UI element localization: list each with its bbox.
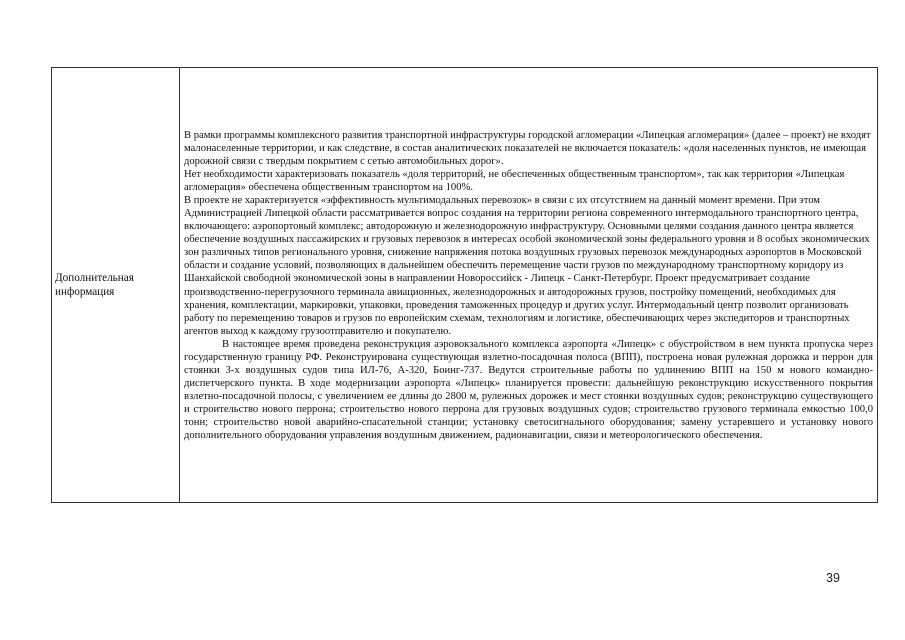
- info-table: [51, 67, 878, 503]
- row-content: [180, 68, 878, 503]
- paragraph-public-transport: Нет необходимости характеризовать показатель «доля территорий, не обеспеченных общественным транспортом», так как территория «Липецкая агломерация» обеспечена общественным транспортом на 100%.: [184, 169, 845, 194]
- paragraph-agglomeration-scope: В рамки программы комплексного развития транспортной инфраструктуры городской агломерации «Липецкая агломерация» (далее – проект) не входят малонаселенные территории, и как следствие, в состав аналитических показателей не включается показатель: «доля населенных пунктов, не имеющая дорожной связи с твердым покрытием с сетью автомобильных дорог».: [184, 129, 871, 168]
- table-row: [52, 68, 878, 503]
- paragraph-airport-reconstruction: В настоящее время проведена реконструкция аэровокзального комплекса аэропорта «Липецк» с обустройством в нем пункта пропуска через государственную границу РФ. Реконструирована существующая взлетно-посадочная полоса (ВПП), построена новая рулежная дорожка и перрон для стоянки 3-х воздушных судов типа ИЛ-76, А-320, Боинг-737. Ведутся строительные работы по удлинению ВПП на 150 м нового командно-диспетчерского пункта. В ходе модернизации аэропорта «Липецк» планируется провести: дальнейшую реконструкцию искусственного покрытия взлетно-посадочной полосы, с увеличением ее длины до 2800 м, рулежных дорожек и мест стоянки воздушных судов; реконструкцию существующего и строительство нового перрона; строительство нового перрона для грузовых воздушных судов; строительство грузового терминала емкостью 100,0 тонн; строительство новой аварийно-спасательной станции; установку светосигнального оборудования; замену устаревшего и установку нового дополнительного оборудования управления воздушным движением, радионавигации, связи и метеорологического обеспечения.: [184, 338, 873, 442]
- row-label: Дополнительная информация: [52, 68, 180, 503]
- page-number: 39: [826, 571, 840, 585]
- paragraph-multimodal-center: В проекте не характеризуется «эффективность мультимодальных перевозок» в связи с их отсутствием на данный момент времени. При этом Администрацией Липецкой области рассматривается вопрос создания на территории региона современного интермодального транспортного центра, включающего: аэропортовый комплекс; автодорожную и железнодорожную инфраструктуру. Основными целями создания данного центра является обеспечение воздушных пассажирских и грузовых перевозок в интересах особой экономической зоны федерального уровня и 8 особых экономических зон различных типов регионального уровня, снижение напряжения потока воздушных грузовых перевозок международных аэропортов в Московской области и создание условий, позволяющих в дальнейшем обеспечить перемещение части грузов по международному транспортному коридору из Шанхайской свободной экономической зоны в направлении Новороссийск - Липецк - Санкт-Петербург. Проект предусматривает создание производственно-перегрузочного терминала авиационных, железнодорожных и автодорожных грузов, постройку помещений, необходимых для хранения, комплектации, маркировки, упаковки, проведения таможенных процедур и других услуг. Интермодальный центр позволит организовать работу по перемещению товаров и грузов по европейским схемам, технологиям и логистике, обеспечивающих через экспедиторов и транспортных агентов выход к каждому грузоотправителю и покупателю.: [184, 195, 870, 337]
